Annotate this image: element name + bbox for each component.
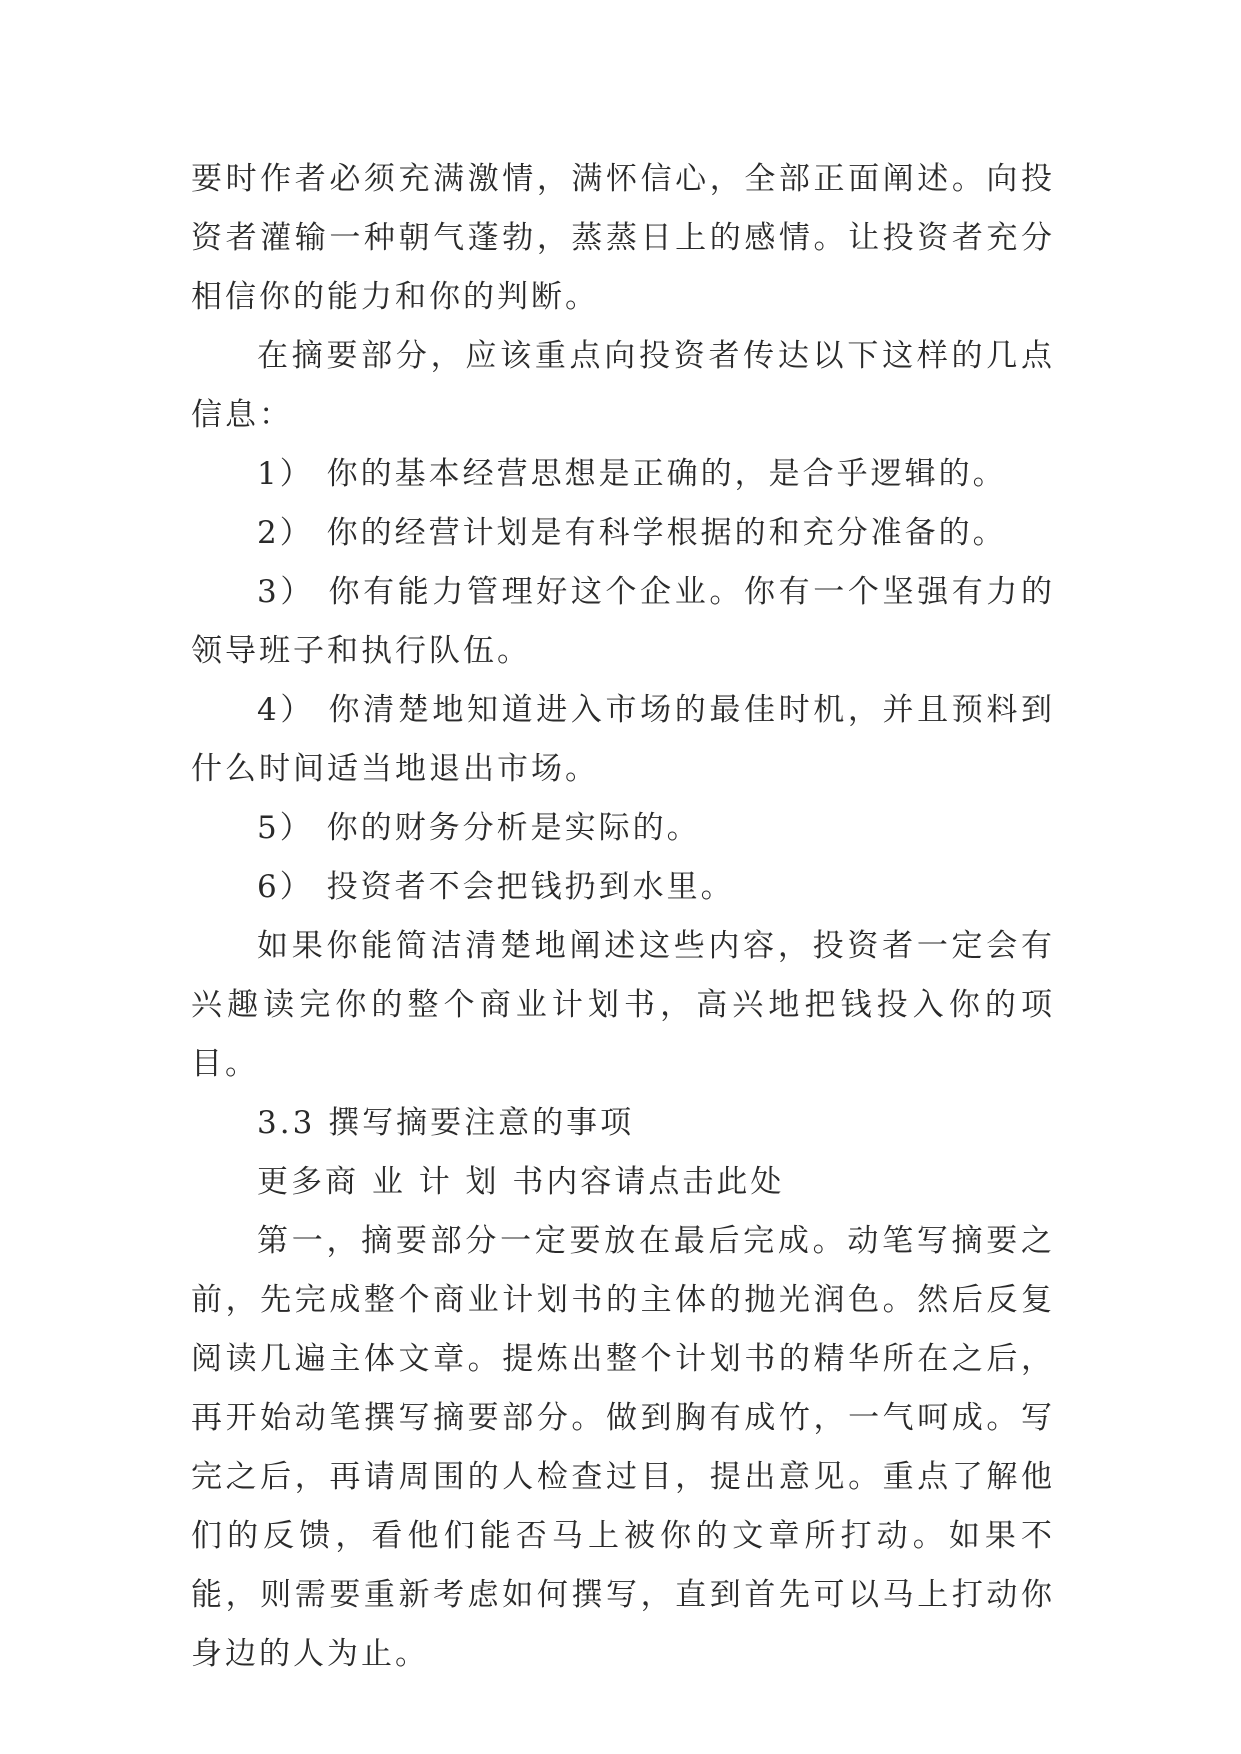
paragraph-conclusion: 如果你能简洁清楚地阐述这些内容，投资者一定会有兴趣读完你的整个商业计划书，高兴地把钱投入你的项目。 <box>191 928 1055 1082</box>
list-item: 2） 你的经营计划是有科学根据的和充分准备的。 <box>257 515 1007 551</box>
list-item: 5） 你的财务分析是实际的。 <box>257 810 701 846</box>
list-item: 3） 你有能力管理好这个企业。你有一个坚强有力的领导班子和执行队伍。 <box>191 574 1055 669</box>
document-body <box>191 150 1055 1684</box>
more-content-link[interactable]: 更多商 业 计 划 书内容请点击此处 <box>257 1164 785 1200</box>
section-heading: 3.3 撰写摘要注意的事项 <box>257 1105 635 1141</box>
list-item: 4） 你清楚地知道进入市场的最佳时机，并且预料到什么时间适当地退出市场。 <box>191 692 1055 787</box>
paragraph-summary-intro: 在摘要部分，应该重点向投资者传达以下这样的几点信息： <box>191 338 1055 433</box>
list-item: 1） 你的基本经营思想是正确的，是合乎逻辑的。 <box>257 456 1007 492</box>
paragraph-first-point: 第一，摘要部分一定要放在最后完成。动笔写摘要之前，先完成整个商业计划书的主体的抛光润色。然后反复阅读几遍主体文章。提炼出整个计划书的精华所在之后，再开始动笔撰写摘要部分。做到胸有成竹，一气呵成。写完之后，再请周围的人检查过目，提出意见。重点了解他们的反馈，看他们能否马上被你的文章所打动。如果不能，则需要重新考虑如何撰写，直到首先可以马上打动你身边的人为止。 <box>191 1223 1055 1672</box>
list-item: 6） 投资者不会把钱扔到水里。 <box>257 869 735 905</box>
paragraph-continuation: 要时作者必须充满激情，满怀信心，全部正面阐述。向投资者灌输一种朝气蓬勃，蒸蒸日上的感情。让投资者充分相信你的能力和你的判断。 <box>191 161 1055 315</box>
more-content-line <box>191 1153 1055 1212</box>
